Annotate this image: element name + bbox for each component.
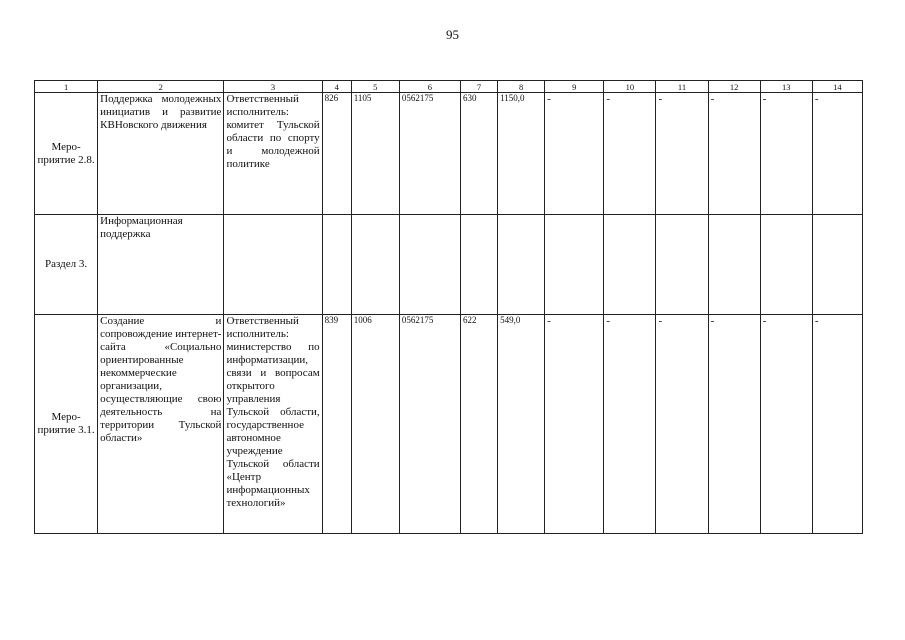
cell-14: - <box>812 93 862 215</box>
executor: Ответственный исполнитель: министерство по информатизации, связи и вопросам открытого управления Тульской области, государственное автономное учреждение Тульской области «Центр информационных технологий» <box>224 315 322 534</box>
row-label: Меро-приятие 3.1. <box>35 315 98 534</box>
cell-10: - <box>604 93 656 215</box>
cell-9: - <box>545 315 604 534</box>
header-cell: 2 <box>98 81 224 93</box>
cell-13: - <box>760 93 812 215</box>
cell-13: - <box>760 315 812 534</box>
header-cell: 7 <box>460 81 497 93</box>
cell-6 <box>399 215 460 315</box>
executor <box>224 215 322 315</box>
cell-11: - <box>656 315 708 534</box>
row-label: Раздел 3. <box>35 215 98 315</box>
cell-12: - <box>708 315 760 534</box>
header-cell: 10 <box>604 81 656 93</box>
cell-5 <box>351 215 399 315</box>
cell-11: - <box>656 93 708 215</box>
cell-11 <box>656 215 708 315</box>
table-row <box>35 93 863 215</box>
header-cell: 6 <box>399 81 460 93</box>
header-cell: 11 <box>656 81 708 93</box>
activity-name: Поддержка молодежных инициатив и развитие КВНовского движения <box>98 93 224 215</box>
cell-7: 622 <box>460 315 497 534</box>
header-cell: 1 <box>35 81 98 93</box>
cell-9 <box>545 215 604 315</box>
cell-8 <box>498 215 545 315</box>
header-cell: 4 <box>322 81 351 93</box>
cell-12: - <box>708 93 760 215</box>
cell-14: - <box>812 315 862 534</box>
page-number: 95 <box>446 27 459 42</box>
header-row <box>35 81 863 93</box>
cell-4: 826 <box>322 93 351 215</box>
cell-10 <box>604 215 656 315</box>
header-cell: 9 <box>545 81 604 93</box>
table-row <box>35 215 863 315</box>
cell-6: 0562175 <box>399 315 460 534</box>
header-cell: 12 <box>708 81 760 93</box>
cell-9: - <box>545 93 604 215</box>
header-cell: 14 <box>812 81 862 93</box>
cell-7 <box>460 215 497 315</box>
cell-8: 549,0 <box>498 315 545 534</box>
header-cell: 13 <box>760 81 812 93</box>
cell-4 <box>322 215 351 315</box>
program-table <box>34 80 863 534</box>
cell-5: 1105 <box>351 93 399 215</box>
cell-5: 1006 <box>351 315 399 534</box>
cell-13 <box>760 215 812 315</box>
section-name: Информационная поддержка <box>98 215 224 315</box>
header-cell: 8 <box>498 81 545 93</box>
cell-8: 1150,0 <box>498 93 545 215</box>
header-cell: 5 <box>351 81 399 93</box>
cell-12 <box>708 215 760 315</box>
executor: Ответственный исполнитель: комитет Тульской области по спорту и молодежной политике <box>224 93 322 215</box>
header-cell: 3 <box>224 81 322 93</box>
cell-4: 839 <box>322 315 351 534</box>
activity-name: Создание и сопровождение интернет-сайта «Социально ориентированные некоммерческие организации, осуществляющие свою деятельность на территории Тульской области» <box>98 315 224 534</box>
cell-14 <box>812 215 862 315</box>
cell-10: - <box>604 315 656 534</box>
cell-6: 0562175 <box>399 93 460 215</box>
table-row <box>35 315 863 534</box>
row-label: Меро-приятие 2.8. <box>35 93 98 215</box>
cell-7: 630 <box>460 93 497 215</box>
